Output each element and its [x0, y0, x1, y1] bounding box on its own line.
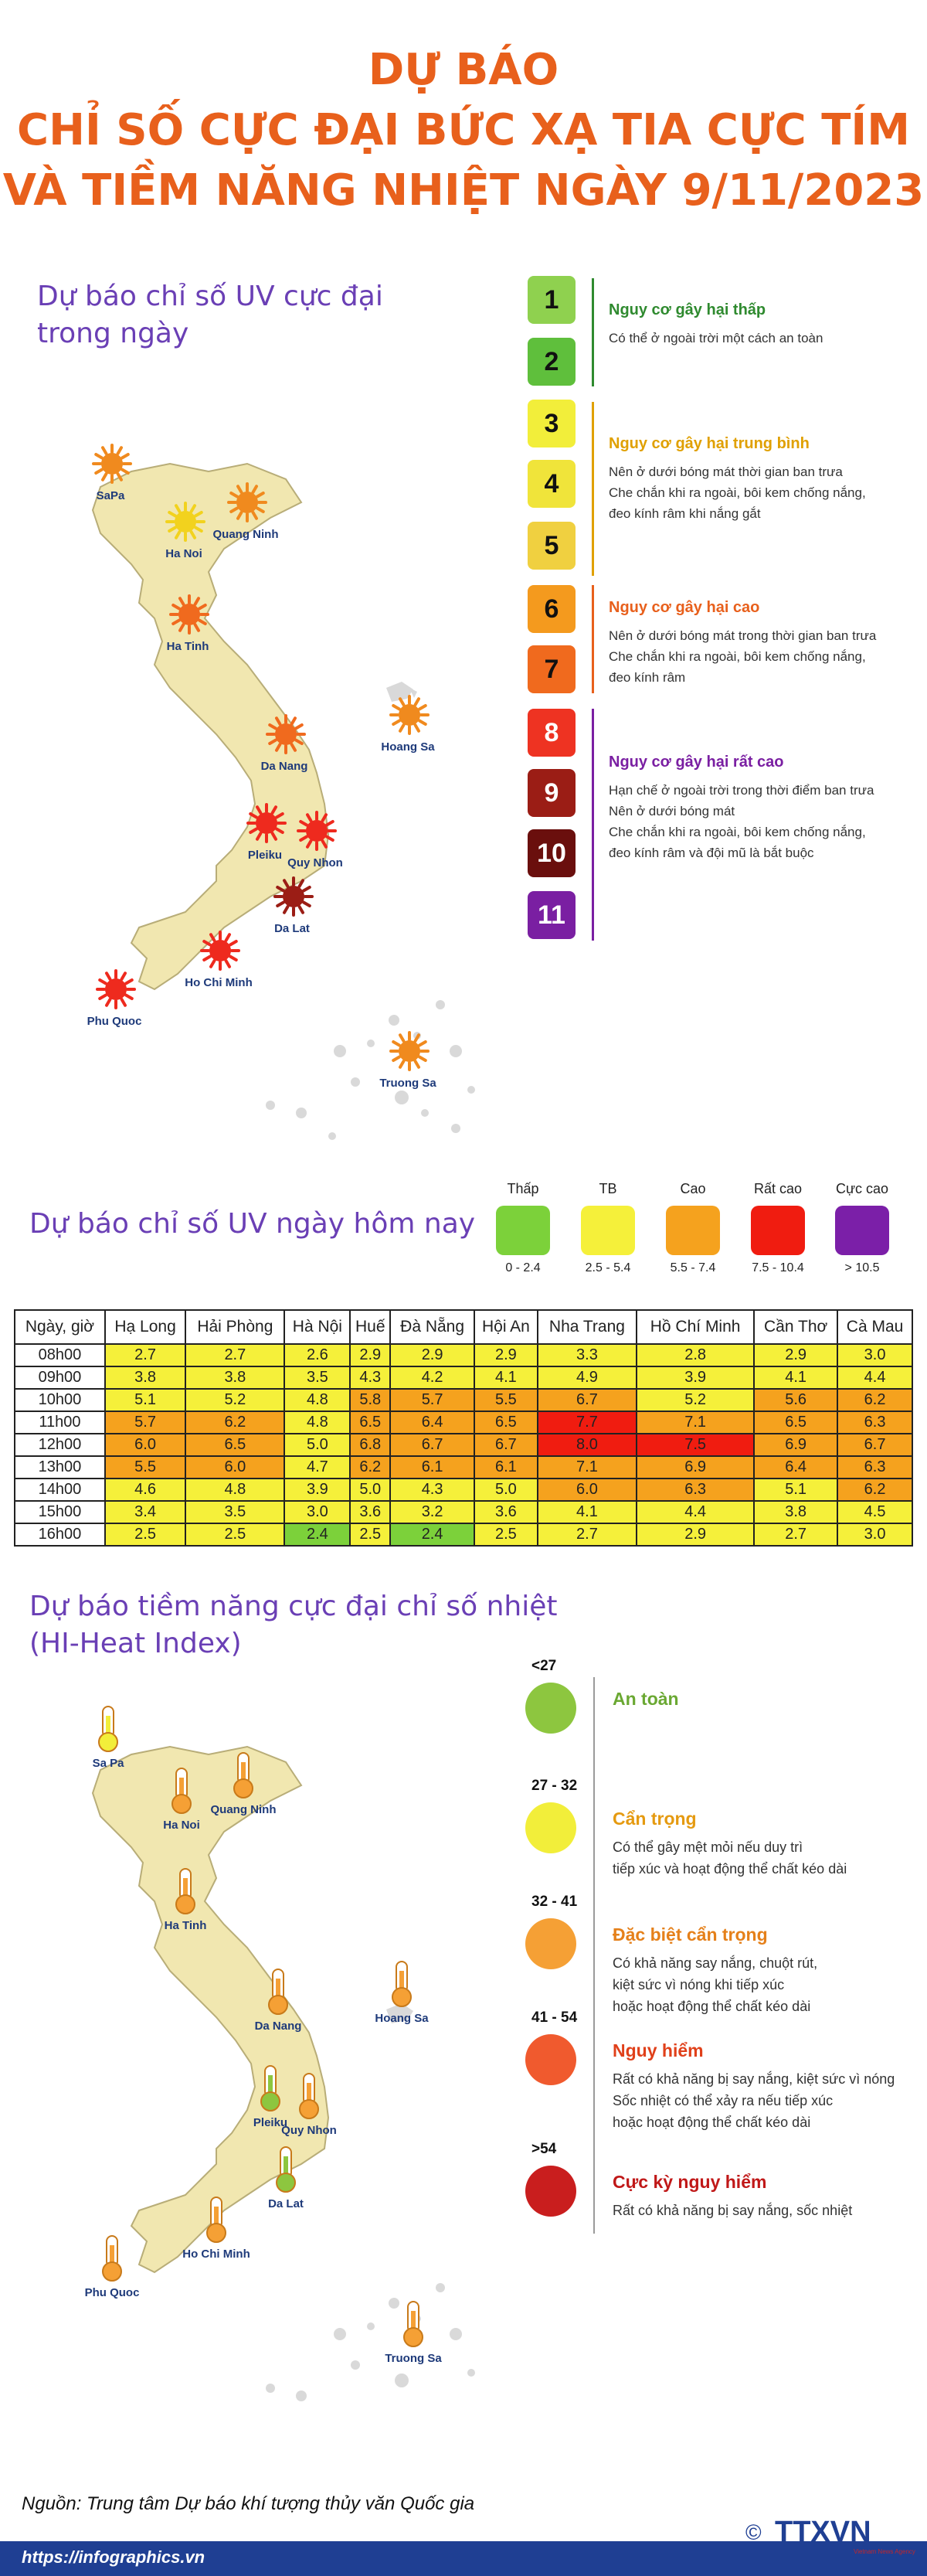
heat-level-desc-line: tiếp xúc và hoạt động thể chất kéo dài	[613, 1861, 847, 1877]
uv-value-cell: 3.8	[185, 1366, 284, 1389]
uv-level-badge-10: 10	[528, 829, 576, 877]
heat-level-desc	[613, 2200, 852, 2221]
uv-value-cell: 3.4	[105, 1501, 185, 1523]
uv-value-cell: 2.5	[350, 1523, 390, 1546]
uv-value-cell: 2.9	[390, 1344, 474, 1366]
thermometer-icon	[404, 2302, 423, 2346]
uv-table-col-header: Đà Nẵng	[390, 1310, 474, 1344]
uv-value-cell: 4.1	[538, 1501, 637, 1523]
table-row	[15, 1523, 912, 1546]
uv-cat-range: 7.5 - 10.4	[752, 1261, 804, 1274]
logo-text: TTXVN	[775, 2516, 871, 2548]
uv-value-cell: 6.2	[837, 1479, 912, 1501]
uv-group-desc-line: đeo kính râm khi nắng gắt	[609, 506, 761, 521]
uv-table-col-header: Hải Phòng	[185, 1310, 284, 1344]
uv-value-cell: 7.1	[538, 1456, 637, 1479]
uv-cat-range: > 10.5	[844, 1261, 880, 1274]
heat-range-label: 41 - 54	[531, 2009, 578, 2026]
uv-value-cell: 2.9	[637, 1523, 754, 1546]
uv-table-col-header: Nha Trang	[538, 1310, 637, 1344]
uv-value-cell: 4.5	[837, 1501, 912, 1523]
uv-value-cell: 6.5	[754, 1411, 837, 1434]
uv-level-badge-4: 4	[528, 460, 576, 508]
uv-group-desc	[609, 780, 874, 863]
uv-value-cell: 4.3	[390, 1479, 474, 1501]
uv-group-desc-line: Hạn chế ở ngoài trời trong thời điểm ban trưa	[609, 783, 874, 798]
sun-icon	[97, 971, 134, 1008]
heat-city-label-danang: Da Nang	[254, 2020, 302, 2033]
uv-cat-range: 5.5 - 7.4	[670, 1261, 716, 1274]
uv-value-cell: 5.8	[350, 1389, 390, 1411]
uv-time-cell: 14h00	[15, 1479, 105, 1501]
heat-city-label-pleiku: Pleiku	[253, 2116, 288, 2129]
uv-level-badge-3: 3	[528, 400, 576, 447]
table-row	[15, 1501, 912, 1523]
city-label-dalat: Da Lat	[274, 922, 310, 935]
uv-value-cell: 3.2	[390, 1501, 474, 1523]
uv-value-cell: 6.1	[474, 1456, 538, 1479]
city-label-danang: Da Nang	[260, 760, 308, 773]
uv-level-badge-1: 1	[528, 276, 576, 324]
uv-map-title	[37, 278, 383, 352]
uv-value-cell: 5.2	[185, 1389, 284, 1411]
uv-value-cell: 2.4	[284, 1523, 350, 1546]
uv-value-cell: 2.8	[637, 1344, 754, 1366]
uv-table-col-header: Cần Thơ	[754, 1310, 837, 1344]
heat-city-label-hanoi: Ha Noi	[163, 1819, 200, 1832]
uv-value-cell: 4.4	[637, 1501, 754, 1523]
uv-value-cell: 4.1	[474, 1366, 538, 1389]
uv-map-title-line-1: Dự báo chỉ số UV cực đại	[37, 281, 383, 312]
table-row	[15, 1456, 912, 1479]
uv-value-cell: 3.9	[637, 1366, 754, 1389]
table-row	[15, 1389, 912, 1411]
uv-value-cell: 4.8	[284, 1411, 350, 1434]
uv-value-cell: 4.3	[350, 1366, 390, 1389]
uv-value-cell: 5.0	[284, 1434, 350, 1456]
uv-value-cell: 2.7	[105, 1344, 185, 1366]
heat-level-dot	[525, 1802, 576, 1853]
heat-level-dot	[525, 1918, 576, 1969]
uv-value-cell: 4.7	[284, 1456, 350, 1479]
uv-group-desc	[609, 461, 866, 524]
heat-title	[29, 1588, 558, 1662]
heat-level-desc-line: hoặc hoạt động thể chất kéo dài	[613, 2115, 811, 2130]
uv-group-desc	[609, 625, 876, 688]
uv-group-bar	[592, 402, 594, 576]
uv-value-cell: 6.3	[637, 1479, 754, 1501]
heat-level-title: Cẩn trọng	[613, 1809, 697, 1829]
uv-table-header	[15, 1310, 912, 1344]
uv-value-cell: 6.0	[105, 1434, 185, 1456]
heat-range-label: <27	[531, 1658, 557, 1674]
uv-value-cell: 6.0	[538, 1479, 637, 1501]
heat-range-label: 32 - 41	[531, 1894, 578, 1910]
uv-value-cell: 6.4	[390, 1411, 474, 1434]
uv-value-cell: 6.7	[474, 1434, 538, 1456]
table-row	[15, 1344, 912, 1366]
uv-value-cell: 4.8	[284, 1389, 350, 1411]
source-note: Nguồn: Trung tâm Dự báo khí tượng thủy văn Quốc gia	[22, 2493, 475, 2514]
uv-value-cell: 2.7	[538, 1523, 637, 1546]
heat-level-title: Cực kỳ nguy hiểm	[613, 2172, 767, 2192]
heat-title-line-2: (HI-Heat Index)	[29, 1628, 242, 1659]
uv-value-cell: 6.3	[837, 1411, 912, 1434]
uv-table-col-header: Hà Nội	[284, 1310, 350, 1344]
uv-map-title-line-2: trong ngày	[37, 318, 189, 349]
uv-value-cell: 5.5	[105, 1456, 185, 1479]
uv-value-cell: 6.2	[837, 1389, 912, 1411]
heat-level-title: Nguy hiểm	[613, 2040, 704, 2060]
heat-city-label-hcm: Ho Chi Minh	[182, 2248, 250, 2261]
heat-level-desc-line: Có khả năng say nắng, chuột rút,	[613, 1955, 818, 1971]
table-row	[15, 1434, 912, 1456]
uv-value-cell: 5.6	[754, 1389, 837, 1411]
uv-cat-swatch	[666, 1206, 720, 1255]
uv-value-cell: 4.1	[754, 1366, 837, 1389]
uv-value-cell: 6.2	[350, 1456, 390, 1479]
table-row	[15, 1411, 912, 1434]
uv-value-cell: 5.1	[105, 1389, 185, 1411]
uv-value-cell: 2.7	[185, 1344, 284, 1366]
uv-cat-swatch	[835, 1206, 889, 1255]
uv-value-cell: 3.9	[284, 1479, 350, 1501]
table-row	[15, 1479, 912, 1501]
uv-time-cell: 13h00	[15, 1456, 105, 1479]
uv-table-col-header: Hạ Long	[105, 1310, 185, 1344]
uv-level-badge-6: 6	[528, 585, 576, 633]
uv-value-cell: 3.0	[284, 1501, 350, 1523]
heat-level-desc-line: Có thể gây mệt mỏi nếu duy trì	[613, 1839, 803, 1855]
uv-cat-label: Cao	[680, 1181, 706, 1196]
city-label-hanoi: Ha Noi	[165, 547, 202, 560]
uv-value-cell: 2.4	[390, 1523, 474, 1546]
heat-city-label-sapa: Sa Pa	[92, 1757, 124, 1770]
uv-value-cell: 2.6	[284, 1344, 350, 1366]
uv-value-cell: 6.8	[350, 1434, 390, 1456]
uv-cat-swatch	[751, 1206, 805, 1255]
uv-value-cell: 6.9	[637, 1456, 754, 1479]
uv-group-bar	[592, 278, 594, 386]
heat-level-desc	[613, 1836, 847, 1880]
uv-level-badge-2: 2	[528, 338, 576, 386]
heat-level-desc	[613, 1952, 817, 2017]
uv-value-cell: 7.7	[538, 1411, 637, 1434]
title-line-1: DỰ BÁO	[368, 45, 559, 95]
city-label-quangninh: Quang Ninh	[212, 528, 279, 541]
uv-value-cell: 6.5	[185, 1434, 284, 1456]
uv-value-cell: 3.5	[185, 1501, 284, 1523]
uv-value-cell: 4.4	[837, 1366, 912, 1389]
heat-level-desc-line: Rất có khả năng bị say nắng, kiệt sức vì nóng	[613, 2071, 895, 2087]
uv-time-cell: 11h00	[15, 1411, 105, 1434]
uv-value-cell: 6.4	[754, 1456, 837, 1479]
uv-time-cell: 08h00	[15, 1344, 105, 1366]
uv-group-title: Nguy cơ gây hại trung bình	[609, 435, 810, 452]
sun-icon	[391, 1033, 428, 1070]
uv-value-cell: 5.7	[105, 1411, 185, 1434]
heat-range-label: 27 - 32	[531, 1778, 578, 1794]
uv-table	[14, 1309, 913, 1547]
uv-value-cell: 6.5	[474, 1411, 538, 1434]
uv-value-cell: 3.6	[474, 1501, 538, 1523]
uv-value-cell: 6.7	[390, 1434, 474, 1456]
uv-table-body	[15, 1344, 912, 1546]
ttxvn-logo	[738, 2510, 915, 2557]
heat-city-label-hatinh: Ha Tinh	[164, 1919, 207, 1932]
heat-city-label-phuquoc: Phu Quoc	[84, 2286, 140, 2299]
uv-value-cell: 2.5	[185, 1523, 284, 1546]
uv-value-cell: 6.2	[185, 1411, 284, 1434]
heat-city-label-hoangsa: Hoang Sa	[375, 2012, 429, 2025]
uv-cat-label: Cực cao	[835, 1181, 889, 1196]
uv-value-cell: 4.8	[185, 1479, 284, 1501]
uv-value-cell: 7.1	[637, 1411, 754, 1434]
thermometer-icon	[103, 2236, 121, 2281]
uv-value-cell: 7.5	[637, 1434, 754, 1456]
uv-level-badge-9: 9	[528, 769, 576, 817]
uv-cat-label: TB	[599, 1181, 617, 1196]
heat-level-desc-line: Rất có khả năng bị say nắng, sốc nhiệt	[613, 2203, 853, 2218]
uv-time-cell: 12h00	[15, 1434, 105, 1456]
uv-value-cell: 6.3	[837, 1456, 912, 1479]
uv-cat-label: Thấp	[507, 1181, 539, 1196]
uv-value-cell: 2.7	[754, 1523, 837, 1546]
uv-value-cell: 6.1	[390, 1456, 474, 1479]
heat-city-label-quangninh: Quang Ninh	[210, 1803, 277, 1816]
uv-value-cell: 5.1	[754, 1479, 837, 1501]
copyright-symbol: ©	[745, 2520, 762, 2544]
uv-value-cell: 5.7	[390, 1389, 474, 1411]
uv-cat-range: 0 - 2.4	[505, 1261, 541, 1274]
heat-city-label-quynhon: Quy Nhon	[281, 2124, 337, 2137]
heat-title-line-1: Dự báo tiềm năng cực đại chỉ số nhiệt	[29, 1591, 558, 1622]
city-label-pleiku: Pleiku	[247, 849, 283, 862]
heat-level-dot	[525, 1683, 576, 1734]
uv-value-cell: 8.0	[538, 1434, 637, 1456]
uv-time-cell: 09h00	[15, 1366, 105, 1389]
uv-group-title: Nguy cơ gây hại thấp	[609, 301, 766, 318]
uv-table-col-header: Huế	[350, 1310, 390, 1344]
uv-level-badge-7: 7	[528, 645, 576, 693]
uv-value-cell: 3.6	[350, 1501, 390, 1523]
uv-value-cell: 2.9	[474, 1344, 538, 1366]
uv-time-cell: 16h00	[15, 1523, 105, 1546]
city-label-hoangsa: Hoang Sa	[381, 740, 435, 754]
uv-group-bar	[592, 585, 594, 693]
uv-time-cell: 10h00	[15, 1389, 105, 1411]
heat-city-label-dalat: Da Lat	[268, 2197, 304, 2210]
uv-level-badge-11: 11	[528, 891, 576, 939]
uv-group-title: Nguy cơ gây hại rất cao	[609, 754, 784, 771]
uv-group-desc-line: Che chắn khi ra ngoài, bôi kem chống nắng,	[609, 649, 866, 664]
uv-group-desc-line: Nên ở dưới bóng mát	[609, 804, 735, 818]
uv-value-cell: 2.5	[474, 1523, 538, 1546]
uv-value-cell: 5.2	[637, 1389, 754, 1411]
uv-value-cell: 2.9	[754, 1344, 837, 1366]
title-line-3: VÀ TIỀM NĂNG NHIỆT NGÀY 9/11/2023	[2, 165, 925, 216]
uv-level-badge-8: 8	[528, 709, 576, 757]
uv-group-desc-line: Che chắn khi ra ngoài, bôi kem chống nắng,	[609, 825, 866, 839]
heat-level-desc-line: Sốc nhiệt có thể xảy ra nếu tiếp xúc	[613, 2093, 834, 2108]
uv-table-col-header: Cà Mau	[837, 1310, 912, 1344]
city-label-phuquoc: Phu Quoc	[87, 1015, 142, 1028]
uv-table-col-header: Hồ Chí Minh	[637, 1310, 754, 1344]
uv-group-desc-line: đeo kính râm và đội mũ là bắt buộc	[609, 846, 814, 860]
heat-level-desc-line: kiệt sức vì nóng khi tiếp xúc	[613, 1977, 785, 1992]
table-row	[15, 1366, 912, 1389]
uv-value-cell: 5.0	[474, 1479, 538, 1501]
uv-value-cell: 5.0	[350, 1479, 390, 1501]
page-title	[0, 40, 927, 221]
uv-table-col-header: Ngày, giờ	[15, 1310, 105, 1344]
uv-table-col-header: Hội An	[474, 1310, 538, 1344]
city-label-hcm: Ho Chi Minh	[185, 976, 253, 989]
uv-value-cell: 6.7	[837, 1434, 912, 1456]
heat-level-title: Đặc biệt cẩn trọng	[613, 1924, 768, 1945]
uv-group-desc-line: Nên ở dưới bóng mát thời gian ban trưa	[609, 464, 843, 479]
uv-value-cell: 2.9	[350, 1344, 390, 1366]
heat-city-label-truongsa: Truong Sa	[385, 2352, 442, 2365]
uv-value-cell: 6.0	[185, 1456, 284, 1479]
uv-value-cell: 4.9	[538, 1366, 637, 1389]
uv-group-desc-line: Nên ở dưới bóng mát trong thời gian ban trưa	[609, 628, 877, 643]
uv-value-cell: 4.6	[105, 1479, 185, 1501]
uv-level-badge-5: 5	[528, 522, 576, 570]
uv-group-title: Nguy cơ gây hại cao	[609, 599, 760, 616]
uv-map	[70, 417, 502, 1159]
uv-cat-swatch	[496, 1206, 550, 1255]
uv-group-desc-line: đeo kính râm	[609, 670, 686, 685]
uv-group-desc	[609, 328, 823, 349]
uv-group-desc-line: Che chắn khi ra ngoài, bôi kem chống nắng,	[609, 485, 866, 500]
heat-level-dot	[525, 2166, 576, 2217]
vietnam-map-shape-heat	[93, 1747, 328, 2272]
city-label-quynhon: Quy Nhon	[287, 856, 343, 869]
thermometer-icon	[392, 1962, 411, 2006]
title-line-2: CHỈ SỐ CỰC ĐẠI BỨC XẠ TIA CỰC TÍM	[17, 105, 910, 155]
uv-cat-label: Rất cao	[753, 1181, 803, 1196]
uv-group-bar	[592, 709, 594, 941]
uv-value-cell: 3.5	[284, 1366, 350, 1389]
city-label-truongsa: Truong Sa	[379, 1077, 436, 1090]
uv-value-cell: 2.5	[105, 1523, 185, 1546]
uv-value-cell: 3.8	[754, 1501, 837, 1523]
city-label-hatinh: Ha Tinh	[166, 640, 209, 653]
uv-time-cell: 15h00	[15, 1501, 105, 1523]
thermometer-icon	[99, 1707, 117, 1751]
heat-level-dot	[525, 2034, 576, 2085]
city-label-sapa: SaPa	[96, 489, 125, 502]
uv-value-cell: 4.2	[390, 1366, 474, 1389]
uv-cat-range: 2.5 - 5.4	[585, 1261, 631, 1274]
footer-url[interactable]: https://infographics.vn	[22, 2547, 205, 2567]
uv-value-cell: 6.7	[538, 1389, 637, 1411]
uv-today-title: Dự báo chỉ số UV ngày hôm nay	[29, 1208, 476, 1240]
uv-group-desc-line: Có thể ở ngoài trời một cách an toàn	[609, 331, 823, 345]
heat-level-desc-line: hoặc hoạt động thể chất kéo dài	[613, 1999, 811, 2014]
heat-range-label: >54	[531, 2141, 557, 2157]
heat-level-desc	[613, 2068, 895, 2133]
heat-map	[70, 1700, 502, 2442]
sun-icon	[391, 696, 428, 733]
uv-cat-swatch	[581, 1206, 635, 1255]
uv-value-cell: 3.3	[538, 1344, 637, 1366]
logo-sub: Vietnam News Agency	[854, 2548, 915, 2555]
uv-value-cell: 3.0	[837, 1523, 912, 1546]
uv-value-cell: 3.8	[105, 1366, 185, 1389]
uv-value-cell: 6.5	[350, 1411, 390, 1434]
uv-value-cell: 6.9	[754, 1434, 837, 1456]
heat-level-title: An toàn	[613, 1689, 679, 1709]
heat-legend-divider	[593, 1677, 595, 2234]
uv-value-cell: 5.5	[474, 1389, 538, 1411]
uv-value-cell: 3.0	[837, 1344, 912, 1366]
